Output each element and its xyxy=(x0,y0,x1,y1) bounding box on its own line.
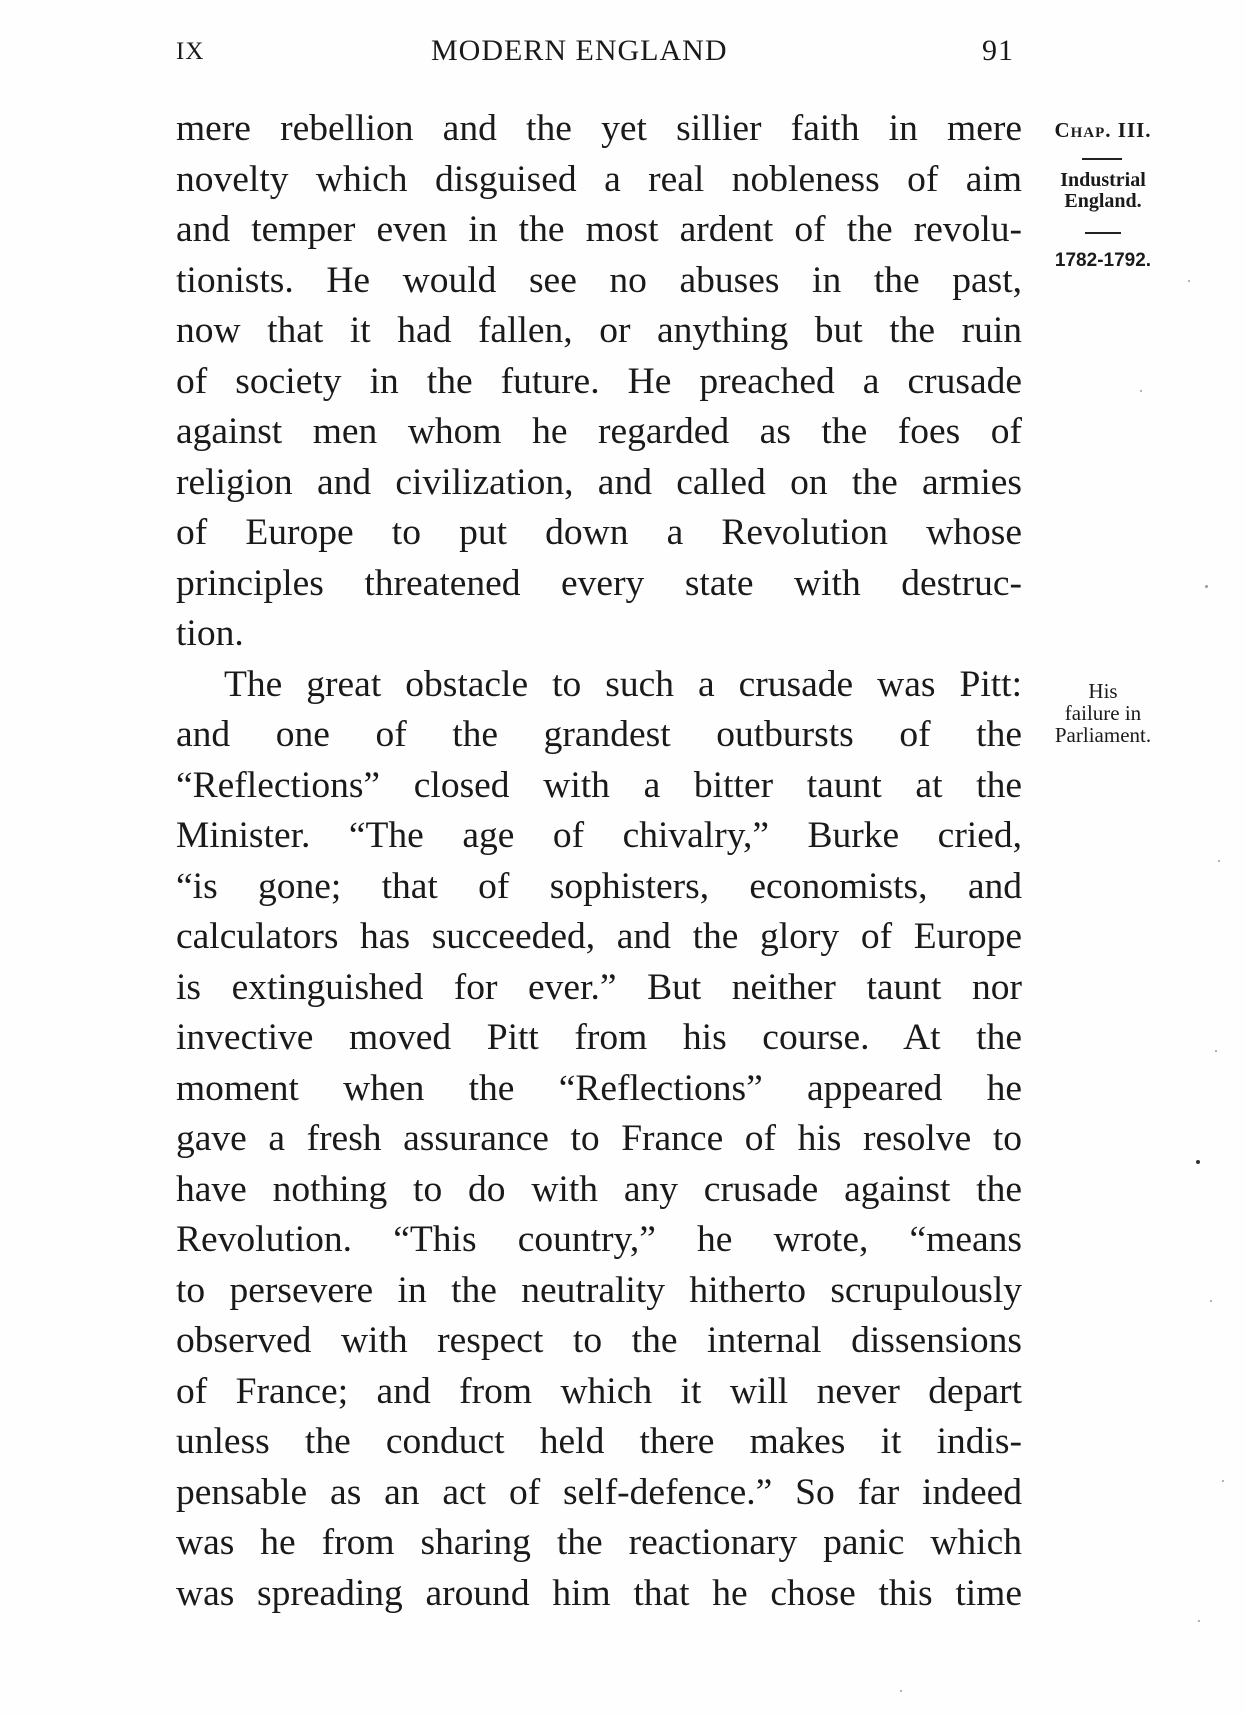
text-line: of Europe to put down a Revolution whose xyxy=(176,512,1022,553)
text-line: invective moved Pitt from his course. At the xyxy=(176,1017,1022,1058)
text-line: religion and civilization, and called on the armies xyxy=(176,461,1022,503)
text-line: tion. xyxy=(176,613,244,654)
scan-speck xyxy=(1140,390,1142,392)
page-number: 91 xyxy=(982,34,1014,67)
text-line: Minister. “The age of chivalry,” Burke cried, xyxy=(176,815,1022,856)
text-line: gave a fresh assurance to France of his resolve to xyxy=(176,1118,1022,1159)
text-line: and one of the grandest outbursts of the xyxy=(176,714,1022,755)
text-line: to persevere in the neutrality hitherto scrupulously xyxy=(176,1269,1022,1311)
text-line: Revolution. “This country,” he wrote, “means xyxy=(176,1219,1022,1260)
text-line: against men whom he regarded as the foes of xyxy=(176,411,1022,452)
text-line: “Reflections” closed with a bitter taunt at the xyxy=(176,764,1022,806)
text-line: was spreading around him that he chose this time xyxy=(176,1572,1022,1614)
text-line: mere rebellion and the yet sillier faith in mere xyxy=(176,108,1022,149)
text-line: is extinguished for ever.” But neither taunt nor xyxy=(176,966,1022,1008)
scan-speck xyxy=(1198,1620,1200,1622)
sidenote-rule xyxy=(1082,158,1122,160)
body-text xyxy=(176,104,1022,1619)
running-head xyxy=(176,34,1016,74)
sidenote-failure-line: failure in xyxy=(1064,701,1142,725)
sidenote-rule xyxy=(1085,232,1121,234)
text-line: tionists. He would see no abuses in the past, xyxy=(176,259,1022,301)
sidenote-topic-line: Industrial xyxy=(1060,169,1146,191)
book-title: MODERN ENGLAND xyxy=(431,34,728,67)
text-line: moment when the “Reflections” appeared he xyxy=(176,1067,1022,1109)
text-line: principles threatened every state with destruc- xyxy=(176,562,1022,604)
text-line: and temper even in the most ardent of the revolu- xyxy=(176,209,1022,250)
text-line: of France; and from which it will never depart xyxy=(176,1370,1022,1412)
sidenote-failure-line: Parliament. xyxy=(1054,723,1152,747)
text-line: “is gone; that of sophisters, economists, and xyxy=(176,865,1022,907)
text-line: unless the conduct held there makes it indis- xyxy=(176,1421,1022,1462)
text-line: calculators has succeeded, and the glory of Europe xyxy=(176,916,1022,957)
scan-speck xyxy=(1218,860,1220,862)
sidenote-topic-line: England. xyxy=(1064,190,1142,212)
scan-speck xyxy=(1196,1160,1200,1164)
text-line: have nothing to do with any crusade against the xyxy=(176,1168,1022,1210)
scan-speck xyxy=(1210,1300,1212,1302)
sidenote-topic xyxy=(1030,170,1176,212)
chapter-roman-numeral: IX xyxy=(176,38,205,65)
sidenote-chapter: Chap. III. xyxy=(1054,118,1152,142)
sidenote-date-range: 1782-1792. xyxy=(1054,250,1152,271)
text-line: observed with respect to the internal dissensions xyxy=(176,1320,1022,1361)
text-line: now that it had fallen, or anything but the ruin xyxy=(176,310,1022,351)
text-line: was he from sharing the reactionary panic which xyxy=(176,1522,1022,1563)
sidenote-failure-line: His xyxy=(1088,679,1118,703)
text-line: of society in the future. He preached a crusade xyxy=(176,360,1022,402)
scan-speck xyxy=(1188,280,1190,282)
scan-speck xyxy=(1205,585,1208,588)
sidenote-failure xyxy=(1030,680,1176,746)
text-line: novelty which disguised a real nobleness of aim xyxy=(176,158,1022,200)
text-line: pensable as an act of self-defence.” So far indeed xyxy=(176,1471,1022,1513)
scan-speck xyxy=(1222,1480,1224,1482)
text-line: The great obstacle to such a crusade was Pitt: xyxy=(224,663,1022,705)
scan-speck xyxy=(900,1690,902,1692)
scan-speck xyxy=(1215,1050,1217,1052)
